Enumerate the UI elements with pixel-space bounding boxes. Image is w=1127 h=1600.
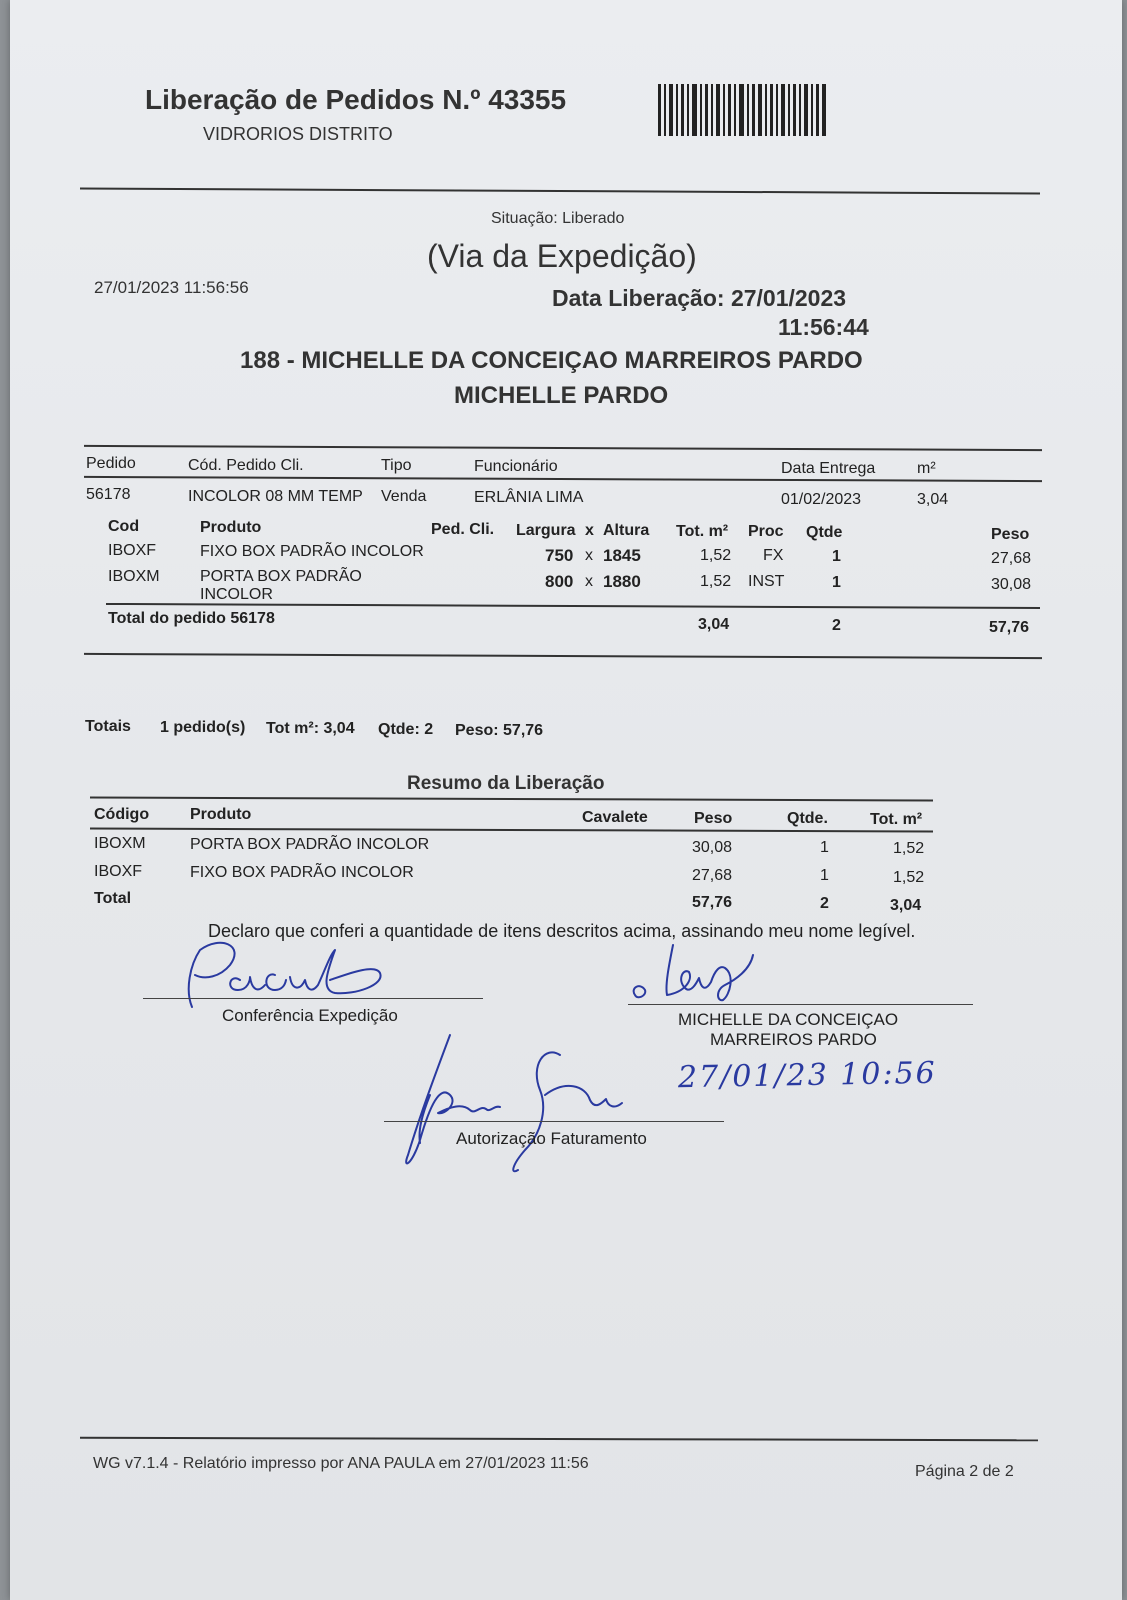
signature-line-client [628, 1004, 973, 1005]
order-m2: 3,04 [917, 491, 949, 508]
item-header-peso: Peso [991, 526, 1030, 543]
summary-header-qtde: Qtde. [787, 810, 828, 827]
totals-qtde: Qtde: 2 [378, 721, 434, 738]
client-signature-name-1: MICHELLE DA CONCEIÇAO [678, 1010, 899, 1029]
order-employee: ERLÂNIA LIMA [474, 489, 584, 506]
item-2-peso: 30,08 [991, 576, 1032, 593]
item-header-proc: Proc [748, 523, 784, 540]
item-header-cod: Cod [108, 518, 140, 535]
order-total-label: Total do pedido 56178 [108, 610, 275, 627]
signature-autorizacao [390, 1025, 650, 1185]
order-table-header-rule [84, 476, 1042, 482]
order-delivery-date: 01/02/2023 [781, 491, 862, 508]
item-2-qtde: 1 [832, 574, 841, 591]
summary-top-rule [90, 797, 933, 802]
autorizacao-label: Autorização Faturamento [456, 1129, 647, 1148]
col-header-cod-cli: Cód. Pedido Cli. [188, 457, 304, 474]
item-header-altura: Altura [603, 522, 650, 539]
col-header-funcionario: Funcionário [474, 458, 558, 475]
document-page [10, 0, 1122, 1600]
signature-conferencia [170, 935, 410, 1015]
summary-row-2-qtde: 1 [820, 867, 829, 884]
barcode [658, 84, 830, 138]
order-type: Venda [381, 488, 427, 505]
item-2-cod: IBOXM [108, 568, 160, 585]
summary-total-label: Total [94, 890, 132, 907]
summary-header-cavalete: Cavalete [582, 809, 648, 826]
summary-header-rule [90, 828, 933, 833]
handwritten-date: 27/01/23 10:56 [677, 1055, 938, 1096]
item-2-altura: 1880 [603, 572, 641, 591]
item-header-tot-m2: Tot. m² [676, 523, 729, 540]
client-signature-name-2: MARREIROS PARDO [710, 1030, 877, 1049]
signature-line-conferencia [143, 998, 483, 999]
totals-orders: 1 pedido(s) [160, 719, 246, 736]
totals-peso: Peso: 57,76 [455, 722, 544, 739]
order-total-peso: 57,76 [989, 619, 1030, 636]
item-1-peso: 27,68 [991, 550, 1032, 567]
client-short-name: MICHELLE PARDO [454, 382, 669, 409]
summary-header-peso: Peso [694, 810, 733, 827]
order-total-qtde: 2 [832, 617, 841, 634]
print-timestamp: 27/01/2023 11:56:56 [94, 278, 249, 297]
client-name: 188 - MICHELLE DA CONCEIÇAO MARREIROS PARDO [240, 347, 863, 374]
order-table-top-rule [84, 445, 1042, 451]
summary-row-2-tot-m2: 1,52 [893, 869, 925, 886]
summary-row-2-codigo: IBOXF [94, 863, 143, 880]
item-header-qtde: Qtde [806, 524, 843, 541]
item-1-proc: FX [763, 547, 784, 564]
summary-title: Resumo da Liberação [407, 773, 605, 794]
item-2-largura: 800 [545, 572, 574, 591]
item-2-x: x [585, 573, 593, 590]
header-divider [80, 187, 1040, 194]
col-header-m2: m² [917, 460, 936, 477]
summary-row-2-peso: 27,68 [692, 867, 733, 884]
summary-row-1-qtde: 1 [820, 839, 829, 856]
order-client-code: INCOLOR 08 MM TEMP [188, 488, 363, 505]
order-number: 56178 [86, 486, 131, 503]
release-date: Data Liberação: 27/01/2023 [552, 285, 847, 311]
conferencia-label: Conferência Expedição [222, 1006, 398, 1025]
status-label: Situação: Liberado [491, 210, 625, 227]
summary-header-produto: Produto [190, 806, 252, 823]
summary-total-peso: 57,76 [692, 894, 733, 911]
signature-line-autorizacao [384, 1121, 724, 1122]
copy-type: (Via da Expedição) [427, 238, 697, 274]
summary-row-1-tot-m2: 1,52 [893, 840, 925, 857]
item-1-largura: 750 [545, 546, 574, 565]
item-2-proc: INST [748, 573, 785, 590]
summary-row-1-codigo: IBOXM [94, 835, 146, 852]
col-header-tipo: Tipo [381, 457, 412, 474]
order-total-m2: 3,04 [698, 616, 730, 633]
item-1-cod: IBOXF [108, 542, 157, 559]
signature-client [625, 940, 785, 1010]
company-name: VIDRORIOS DISTRITO [203, 124, 393, 144]
item-1-produto: FIXO BOX PADRÃO INCOLOR [200, 543, 424, 560]
totals-label: Totais [85, 718, 131, 735]
col-header-data-entrega: Data Entrega [781, 460, 876, 477]
footer-rule [80, 1437, 1038, 1442]
document-title: Liberação de Pedidos N.º 43355 [145, 84, 567, 115]
summary-total-tot-m2: 3,04 [890, 897, 922, 914]
item-1-qtde: 1 [832, 548, 841, 565]
item-header-ped-cli: Ped. Cli. [431, 521, 495, 538]
item-2-tot-m2: 1,52 [700, 573, 732, 590]
item-1-tot-m2: 1,52 [700, 547, 732, 564]
item-header-produto: Produto [200, 519, 262, 536]
item-header-x: x [585, 522, 594, 539]
col-header-pedido: Pedido [86, 455, 136, 472]
summary-header-codigo: Código [94, 806, 150, 823]
totals-m2: Tot m²: 3,04 [266, 720, 355, 737]
order-table-bottom-rule [84, 653, 1042, 659]
item-2-produto-cont: INCOLOR [200, 586, 273, 603]
footer-printed-by: WG v7.1.4 - Relatório impresso por ANA PAULA em 27/01/2023 11:56 [93, 1455, 589, 1472]
item-1-altura: 1845 [603, 546, 641, 565]
item-1-x: x [585, 547, 593, 564]
summary-row-2-produto: FIXO BOX PADRÃO INCOLOR [190, 864, 414, 881]
item-header-largura: Largura [516, 522, 576, 539]
summary-header-tot-m2: Tot. m² [870, 811, 923, 828]
summary-row-1-produto: PORTA BOX PADRÃO INCOLOR [190, 836, 430, 853]
summary-row-1-peso: 30,08 [692, 839, 733, 856]
order-total-rule [106, 603, 1040, 609]
footer-page-number: Página 2 de 2 [915, 1463, 1014, 1480]
item-2-produto: PORTA BOX PADRÃO [200, 568, 362, 585]
release-time: 11:56:44 [778, 314, 869, 340]
summary-total-qtde: 2 [820, 895, 829, 912]
declaration-text: Declaro que conferi a quantidade de itens descritos acima, assinando meu nome legível. [208, 921, 916, 941]
